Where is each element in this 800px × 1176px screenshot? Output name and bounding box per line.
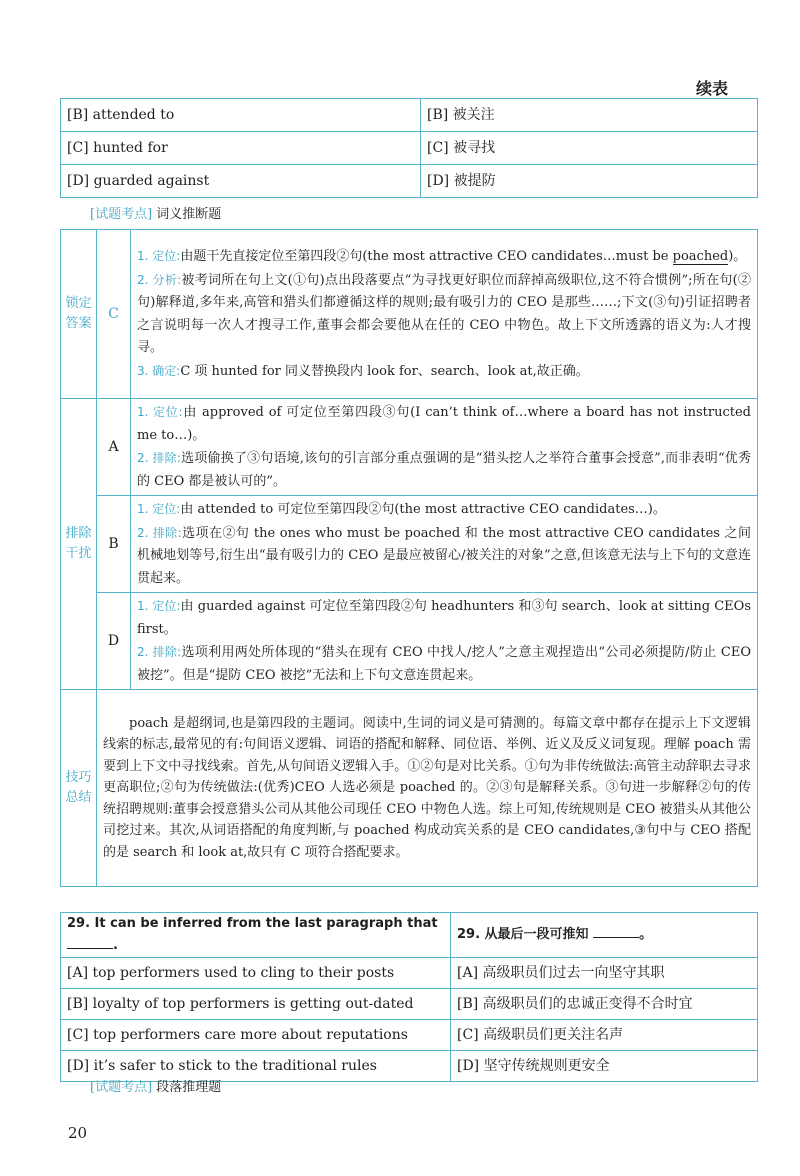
option-c-en: [C] hunted for: [61, 132, 421, 165]
exclude-row-d: [61, 593, 758, 690]
q29-option-d-en: [D] it’s safer to stick to the traditional rules: [61, 1051, 451, 1082]
table-row: [61, 1051, 758, 1082]
exclude-text-d: 1. 定位:由 guarded against 可定位至第四段②句 headhunters 和③句 search、look at sitting CEOs first。 2. 排除:选项利用两处所体现的“猎头在现有 CEO 中找人/挖人”之意主观捏造出“公司必须提防/防止 CEO 被挖”。但是“提防 CEO 被挖”无法和上下句文意连贯起来。: [131, 593, 758, 690]
continued-label: 续表: [695, 79, 728, 98]
option-c-zh: [C] 被寻找: [421, 132, 758, 165]
option-d-zh: [D] 被提防: [421, 165, 758, 198]
step-analyze: 2. 分析:被考词所在句上文(①句)点出段落要点“为寻找更好职位而辞掉高级职位,这不符合惯例”;所在句(②句)解释道,多年来,高管和猎头们都遵循这样的规则;最有吸引力的 CEO 是那些……;下文(③句)引证招聘者之言说明每一次人才搜寻工作,董事会都会要他从在任的 CEO 中物色。故上下文所透露的语义为:人才搜寻。: [137, 272, 751, 355]
topic-tag-text: 词义推断题: [156, 207, 222, 222]
table-row: [61, 99, 758, 132]
topic-tag-text: 段落推理题: [156, 1080, 222, 1095]
underlined-word: poached: [672, 249, 729, 264]
q29-option-a-zh: [A] 高级职员们过去一向坚守其职: [451, 958, 758, 989]
table-row: [61, 1020, 758, 1051]
answer-blank: [67, 936, 113, 949]
exclude-row-a: [61, 399, 758, 496]
locked-answer-label: 锁定答案: [61, 230, 97, 399]
analysis-table: [60, 229, 758, 887]
step-locate: 1. 定位:由题干先直接定位至第四段②句(the most attractive CEO candidates…must be poached)。: [137, 249, 747, 264]
q29-table: [60, 912, 758, 1082]
tips-text: poach 是超纲词,也是第四段的主题词。阅读中,生词的词义是可猜测的。每篇文章中都存在提示上下文逻辑线索的标志,最常见的有:句间语义逻辑、词语的搭配和解释、同位语、举例、近义及反义词复现。理解 poach 需要到上下文中寻找线索。首先,从句间语义逻辑入手。①②句是对比关系。①句为非传统做法:高管主动辞职去寻求更高职位;②句为传统做法:(优秀)CEO 人选必须是 poached 的。②③句是解释关系。③句进一步解释②句的传统招聘规则:董事会授意猎头公司从其他公司现任 CEO 中物色人选。综上可知,传统规则是 CEO 被猎头从其他公司挖过来。其次,从词语搭配的角度判断,与 poached 构成动宾关系的是 CEO candidates,③句中与 CEO 搭配的是 search 和 look at,故只有 C 项符合搭配要求。: [103, 715, 751, 860]
q29-stem-zh: 29. 从最后一段可推知 。: [451, 913, 758, 958]
q29-option-b-zh: [B] 高级职员们的忠诚正变得不合时宜: [451, 989, 758, 1020]
exclude-text-b: 1. 定位:由 attended to 可定位至第四段②句(the most attractive CEO candidates…)。 2. 排除:选项在②句 the ones who must be poached 和 the most attractive CEO candidates 之间机械地划等号,衍生出“最有吸引力的 CEO 是最应被留心/被关注的对象”之意,但该意无法与上下句的文意连贯起来。: [131, 496, 758, 593]
q28-options-table: [60, 98, 758, 198]
answer-blank: [593, 925, 639, 938]
table-row: [61, 132, 758, 165]
q29-option-a-en: [A] top performers used to cling to their posts: [61, 958, 451, 989]
option-d-en: [D] guarded against: [61, 165, 421, 198]
step-confirm: 3. 确定:C 项 hunted for 同义替换段内 look for、search、look at,故正确。: [137, 363, 589, 379]
q29-stem-en: 29. It can be inferred from the last paragraph that .: [61, 913, 451, 958]
exclude-label: 排除干扰: [61, 399, 97, 690]
exclude-text-a: 1. 定位:由 approved of 可定位至第四段③句(I can’t think of…where a board has not instructed me to…)。 2. 排除:选项偷换了③句语境,该句的引言部分重点强调的是“猎头挖人之举符合董事会授意”,而非表明“优秀的 CEO 都是被认可的”。: [131, 399, 758, 496]
tips-row: [61, 690, 758, 887]
exclude-letter-d: D: [97, 593, 131, 690]
topic-tag-label: [试题考点]: [90, 207, 153, 222]
locked-answer-text: [131, 230, 758, 399]
q29-stem-row: [61, 913, 758, 958]
exclude-row-b: [61, 496, 758, 593]
option-b-zh: [B] 被关注: [421, 99, 758, 132]
table-row: [61, 958, 758, 989]
q29-topic-tag: [90, 1079, 221, 1097]
q29-option-c-zh: [C] 高级职员们更关注名声: [451, 1020, 758, 1051]
table-row: [61, 165, 758, 198]
q29-option-d-zh: [D] 坚守传统规则更安全: [451, 1051, 758, 1082]
q28-topic-tag: [90, 206, 221, 224]
table-row: [61, 989, 758, 1020]
locked-answer-letter: C: [97, 230, 131, 399]
tips-label: 技巧总结: [61, 690, 97, 887]
locked-answer-row: [61, 230, 758, 399]
exclude-letter-b: B: [97, 496, 131, 593]
topic-tag-label: [试题考点]: [90, 1080, 153, 1095]
tips-text-cell: [97, 690, 758, 887]
page-number: 20: [68, 1124, 88, 1142]
q29-option-c-en: [C] top performers care more about reputations: [61, 1020, 451, 1051]
q29-option-b-en: [B] loyalty of top performers is getting out-dated: [61, 989, 451, 1020]
option-b-en: [B] attended to: [61, 99, 421, 132]
exclude-letter-a: A: [97, 399, 131, 496]
